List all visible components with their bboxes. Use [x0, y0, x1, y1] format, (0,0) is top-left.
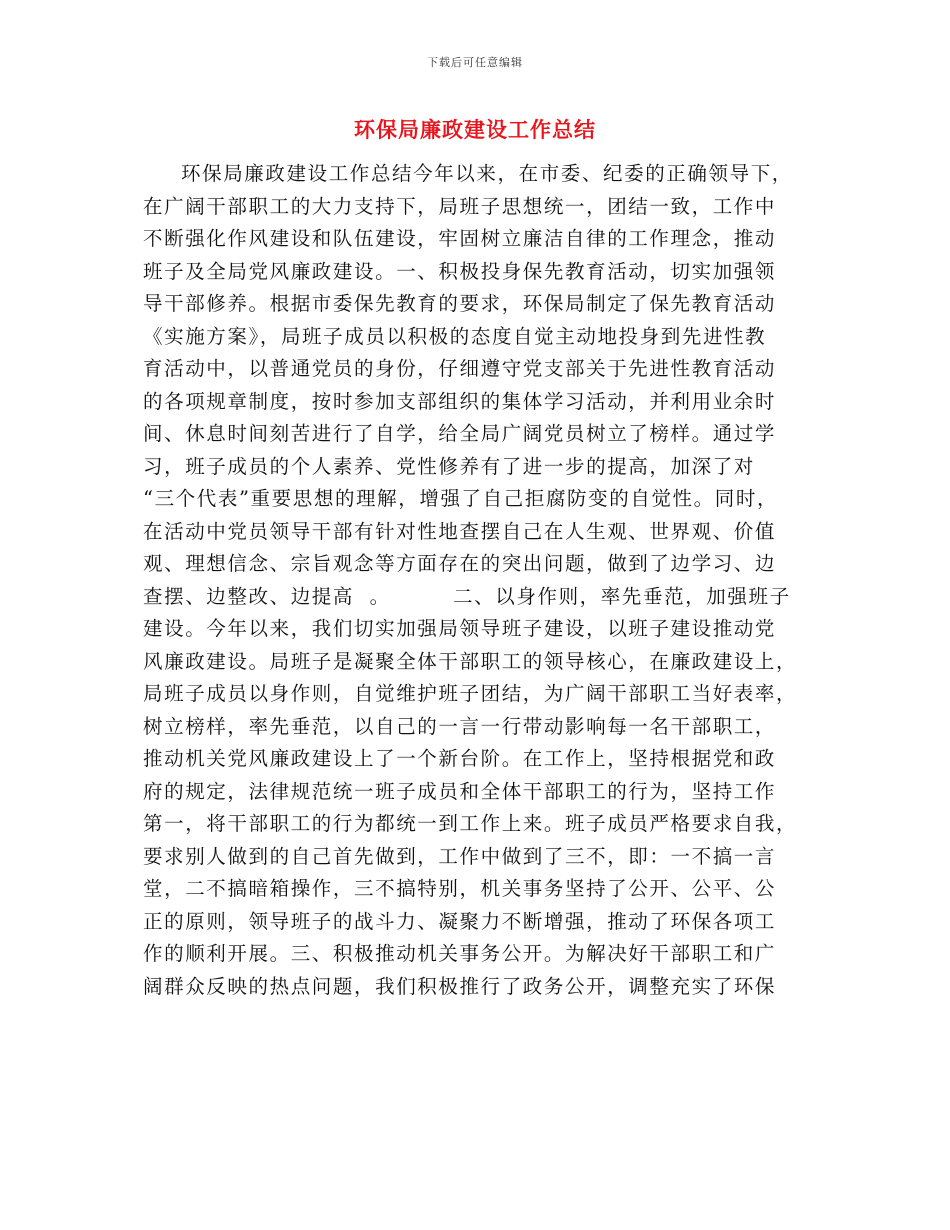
- body-line: 推动机关党风廉政建设上了一个新台阶。在工作上，坚持根据党和政: [143, 747, 777, 770]
- body-line: 正的原则，领导班子的战斗力、凝聚力不断增强，推动了环保各项工: [143, 909, 777, 933]
- body-line: 阔群众反映的热点问题，我们积极推行了政务公开，调整充实了环保: [143, 974, 777, 998]
- body-line: 间、休息时间刻苦进行了自学，给全局广阔党员树立了榜样。通过学: [143, 422, 777, 445]
- document-body: [143, 158, 813, 1003]
- header-note: 下载后可任意编辑: [427, 56, 523, 69]
- body-line: 《实施方案》，局班子成员以积极的态度自觉主动地投身到先进性教: [143, 324, 767, 348]
- body-line: “三个代表”重要思想的理解，增强了自己拒腐防变的自觉性。同时，: [143, 487, 779, 510]
- body-line: 习，班子成员的个人素养、党性修养有了进一步的提高，加深了对: [143, 454, 755, 478]
- body-line: 不断强化作风建设和队伍建设，牢固树立廉洁自律的工作理念，推动: [143, 227, 777, 250]
- body-line: 环保局廉政建设工作总结今年以来，在市委、纪委的正确领导下，: [181, 162, 793, 185]
- body-line: 第一，将干部职工的行为都统一到工作上来。班子成员严格要求自我，: [143, 812, 798, 835]
- body-line: 查摆、边整改、边提高 。 二、以身作则，率先垂范，加强班子: [143, 584, 791, 608]
- body-line: 建设。今年以来，我们切实加强局领导班子建设，以班子建设推动党: [143, 617, 777, 640]
- body-line: 局班子成员以身作则，自觉维护班子团结，为广阔干部职工当好表率，: [143, 682, 798, 705]
- body-line: 的各项规章制度，按时参加支部组织的集体学习活动，并利用业余时: [143, 389, 777, 413]
- body-line: 风廉政建设。局班子是凝聚全体干部职工的领导核心，在廉政建设上，: [143, 649, 798, 673]
- body-line: 班子及全局党风廉政建设。一、积极投身保先教育活动，切实加强领: [143, 259, 777, 283]
- body-line: 要求别人做到的自己首先做到，工作中做到了三不，即：一不搞一言: [143, 844, 777, 868]
- body-line: 在活动中党员领导干部有针对性地查摆自己在人生观、世界观、价值: [143, 519, 777, 543]
- document-title: 环保局廉政建设工作总结: [354, 117, 596, 142]
- body-line: 在广阔干部职工的大力支持下，局班子思想统一，团结一致，工作中: [143, 194, 777, 218]
- body-line: 堂，二不搞暗箱操作，三不搞特别，机关事务坚持了公开、公平、公: [143, 877, 777, 900]
- body-line: 育活动中，以普通党员的身份，仔细遵守党支部关于先进性教育活动: [143, 357, 777, 380]
- body-line: 导干部修养。根据市委保先教育的要求，环保局制定了保先教育活动: [143, 292, 777, 315]
- body-line: 作的顺利开展。三、积极推动机关事务公开。为解决好干部职工和广: [143, 942, 777, 965]
- body-line: 府的规定，法律规范统一班子成员和全体干部职工的行为，坚持工作: [143, 779, 777, 803]
- body-line: 树立榜样，率先垂范，以自己的一言一行带动影响每一名干部职工，: [143, 714, 777, 738]
- body-line: 观、理想信念、宗旨观念等方面存在的突出问题，做到了边学习、边: [143, 552, 777, 575]
